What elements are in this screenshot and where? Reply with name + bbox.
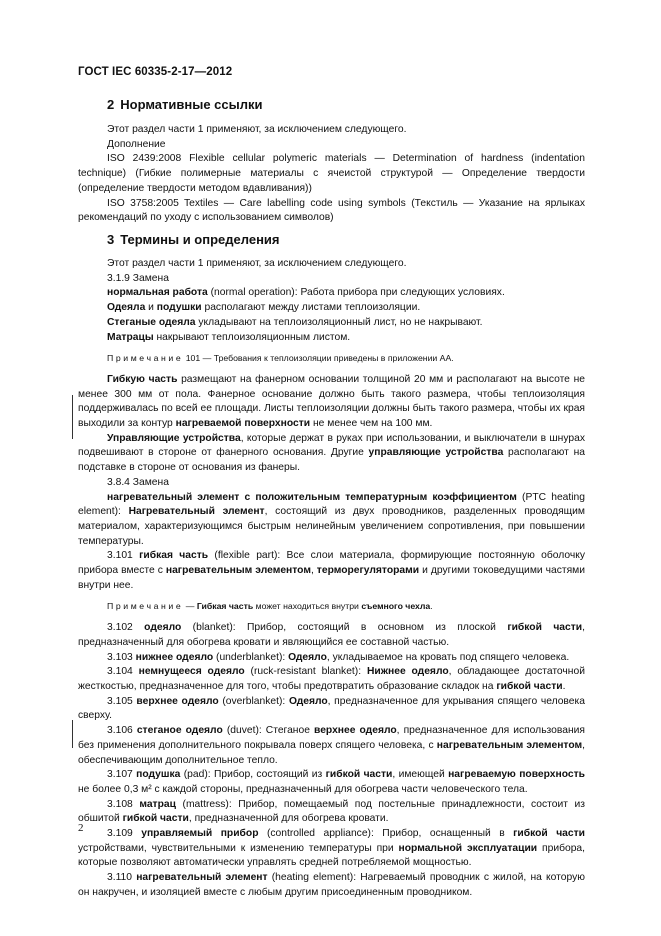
text-span: 3.103 — [107, 651, 136, 663]
term-bold-text: гибкой части — [325, 769, 393, 781]
term-bold-text: гибкая часть — [139, 550, 209, 562]
clause-heading: 3.1.9 Замена — [107, 272, 169, 284]
term-bold-text: одеяло — [144, 622, 182, 634]
definition-3-104 — [78, 665, 585, 694]
note-flexible-part — [78, 599, 585, 614]
term-bold-text: управляемый прибор — [141, 828, 259, 840]
section-number: 2 — [107, 97, 115, 112]
text-span: (overblanket): — [218, 695, 289, 707]
term-bold-text: гибкой части — [496, 680, 563, 692]
text-span: не менее чем на 100 мм. — [310, 418, 433, 430]
text-span: Примечание — [107, 601, 184, 612]
text-span: (duvet): Стеганое — [222, 725, 314, 737]
text-span: 3.110 — [107, 872, 137, 884]
text-span: (blanket): Прибор, состоящий в основном из плоской — [181, 622, 508, 634]
text-span: укладывают на теплоизоляционный лист, но не накрывают. — [195, 316, 483, 328]
text-span: (controlled appliance): Прибор, оснащенный в — [258, 828, 514, 840]
text-span: . — [562, 680, 566, 692]
definition-3-106 — [78, 724, 585, 768]
reference-iso-2439: ISO 2439:2008 Flexible cellular polymeric materials — Determination of hardness (indentation technique) (Гибкие полимерные материалы с ячеистой структурой — Определение твердости (определение твердости методом вдавливания)) — [78, 153, 585, 194]
paragraph — [78, 432, 585, 476]
text-span: Примечание — [107, 353, 184, 364]
term-bold-text: управляющие устройства — [368, 447, 504, 459]
term-bold-text: Управляющие устройства — [107, 432, 241, 444]
text-span: (mattress): Прибор, помещаемый под постельные принадлежности, состоит из обшитой — [78, 798, 585, 825]
term-bold-text: Одеяла — [107, 302, 146, 314]
paragraph — [78, 301, 585, 316]
text-span: 101 — Требования к теплоизоляции приведены в приложении АА. — [183, 353, 454, 364]
clause-heading: 3.8.4 Замена — [107, 476, 169, 488]
term-bold-text: нагревательный элемент с положительным температурным коэффициентом — [107, 491, 517, 503]
term-bold-text: матрац — [139, 798, 176, 810]
text-span: 3.102 — [107, 622, 145, 634]
term-bold-text: нижнее одеяло — [135, 651, 214, 663]
text-span: устройствами, чувствительными к изменению температуры при — [78, 842, 399, 854]
text-span: , обеспечивающим дополнительное тепло. — [78, 739, 585, 766]
text-span: , имеющей — [392, 769, 449, 781]
text-span: (ruck-resistant blanket): — [244, 666, 367, 678]
section-3-heading — [107, 232, 280, 247]
text-span: , предназначенное для укрывания спящего человека сверху. — [78, 695, 585, 722]
term-bold-text: нагревательным элементом — [436, 739, 583, 751]
text-span: и другими токоведущими частями внутри нее. — [78, 565, 585, 591]
document-header: ГОСТ IEC 60335-2-17—2012 — [78, 66, 233, 78]
paragraph: Дополнение — [107, 138, 166, 150]
text-span: прибора, которые позволяют автоматически управлять средней потребляемой мощностью. — [78, 842, 586, 869]
reference-iso-3758: ISO 3758:2005 Textiles — Care labelling code using symbols (Текстиль — Указание на ярлыках рекомендаций по уходу с использованием символов) — [78, 197, 585, 224]
text-span: , обладающее достаточной жесткостью, предназначенное для того, чтобы предотвратить образование складок на — [78, 666, 585, 692]
text-span: , которые держат в руках при использовании, и выключатели в шнурах подвешивают в стороне от фанерного основания. Другие — [78, 432, 585, 459]
term-bold-text: нормальной эксплуатации — [398, 842, 538, 854]
term-bold-text: нагревательный элемент — [136, 872, 268, 884]
paragraph: Этот раздел части 1 применяют, за исключением следующего. — [107, 258, 407, 269]
term-bold-text: съемного чехла — [361, 601, 431, 612]
section-title: Нормативные ссылки — [120, 97, 263, 112]
term-bold-text: нормальная работа — [107, 287, 208, 299]
term-bold-text: верхнее одеяло — [314, 725, 397, 737]
term-bold-text: нагревательным элементом — [165, 565, 311, 577]
term-bold-text: Нижнее одеяло — [366, 666, 449, 678]
text-span: 3.107 — [107, 769, 137, 781]
paragraph — [78, 331, 585, 346]
term-bold-text: Гибкая часть — [196, 601, 254, 612]
term-bold-text: Стеганые одеяла — [107, 316, 196, 328]
term-bold-text: Нагревательный элемент — [128, 506, 265, 518]
note-101 — [78, 351, 585, 366]
paragraph — [78, 316, 585, 331]
term-bold-text: верхнее одеяло — [136, 695, 219, 707]
change-bar — [72, 720, 73, 748]
term-bold-text: нагреваемой поверхности — [175, 418, 311, 430]
text-span: , — [310, 565, 317, 577]
section-number: 3 — [107, 232, 115, 247]
definition-3-109 — [78, 827, 585, 871]
term-bold-text: подушка — [136, 769, 181, 781]
text-span: и — [145, 302, 157, 314]
text-span: накрывают теплоизоляционным листом. — [153, 331, 351, 343]
term-bold-text: Одеяло — [288, 651, 327, 663]
text-span: , предназначенной для обогрева кровати. — [188, 813, 389, 825]
change-bar — [72, 395, 73, 439]
term-bold-text: гибкой части — [507, 622, 583, 634]
definition-3-110 — [78, 871, 585, 900]
text-span: . — [430, 601, 433, 612]
text-span: 3.108 — [107, 798, 140, 810]
text-span: , предназначенное для использования без применения дополнительного покрывала поверх спящего человека, с — [78, 725, 585, 751]
text-span: , предназначенный для обогрева кровати и являющийся ее составной частью. — [78, 622, 585, 648]
definition — [78, 491, 585, 550]
paragraph — [78, 373, 585, 432]
text-span: (normal operation): Работа прибора при следующих условиях. — [207, 287, 505, 299]
section-2-body — [78, 123, 585, 226]
term-bold-text: немнущееся одеяло — [138, 666, 245, 678]
text-span: может находиться внутри — [253, 601, 362, 612]
text-span: размещают на фанерном основании толщиной 20 мм и располагают на высоте не менее 300 мм от пола. Фанерное основание должно быть такого размера, чтобы теплоизоляция поддерживалась по всей ее площади. Листы теплоизоляции должны быть такого размера, чтобы их края выходили за контур — [78, 373, 585, 430]
term-bold-text: Одеяло — [288, 695, 328, 707]
text-span: (PTC heating element): — [78, 491, 585, 518]
term-bold-text: Гибкую часть — [107, 373, 178, 385]
definition-3-108 — [78, 798, 585, 827]
text-span: , укладываемое на кровать под спящего человека. — [326, 651, 570, 663]
term-bold-text: терморегуляторами — [316, 565, 420, 577]
paragraph: Этот раздел части 1 применяют, за исключением следующего. — [107, 124, 407, 135]
text-span: не более 0,3 м² с каждой стороны, предназначенный для обогрева части человеческого тела. — [78, 783, 528, 795]
text-span: располагают на подставке в стороне от основания из фанеры. — [78, 447, 585, 474]
text-span: 3.109 — [107, 828, 142, 840]
definition-3-107 — [78, 768, 585, 797]
text-span: (heating element): Нагреваемый проводник с жилой, на которую он накручен, и изоляцией вместе с любым другим присоединенным проводником. — [78, 872, 585, 898]
definition-3-102 — [78, 621, 585, 650]
text-span: 3.104 — [107, 666, 139, 678]
definition-3-105 — [78, 695, 585, 724]
term-bold-text: подушки — [156, 302, 202, 314]
term-bold-text: нагреваемую поверхность — [448, 769, 585, 781]
text-span: (flexible part): Все слои материала, формирующие постоянную оболочку прибора вместе с — [78, 550, 585, 577]
text-span: — — [183, 601, 197, 612]
definition-3-101 — [78, 549, 585, 593]
term-bold-text: гибкой части — [122, 813, 189, 825]
section-title: Термины и определения — [120, 232, 280, 247]
text-span: 3.101 — [107, 550, 140, 562]
page-number: 2 — [78, 822, 84, 834]
text-span: (underblanket): — [213, 651, 289, 663]
text-span: (pad): Прибор, состоящий из — [180, 769, 326, 781]
text-span: 3.105 — [107, 695, 137, 707]
term-bold-text: Матрацы — [107, 331, 154, 343]
term-bold-text: стеганое одеяло — [136, 725, 223, 737]
paragraph — [78, 286, 585, 301]
term-bold-text: гибкой части — [513, 828, 585, 840]
definition-3-103 — [78, 651, 585, 666]
text-span: 3.106 — [107, 725, 137, 737]
section-3-body — [78, 257, 585, 901]
section-2-heading — [107, 97, 262, 112]
text-span: располагают между листами теплоизоляции. — [201, 302, 421, 314]
text-span: , состоящий из двух проводников, разделенных проводящим материалом, характеризующимся быстрым нелинейным увеличением сопротивления, при повышении температуры. — [78, 506, 585, 547]
